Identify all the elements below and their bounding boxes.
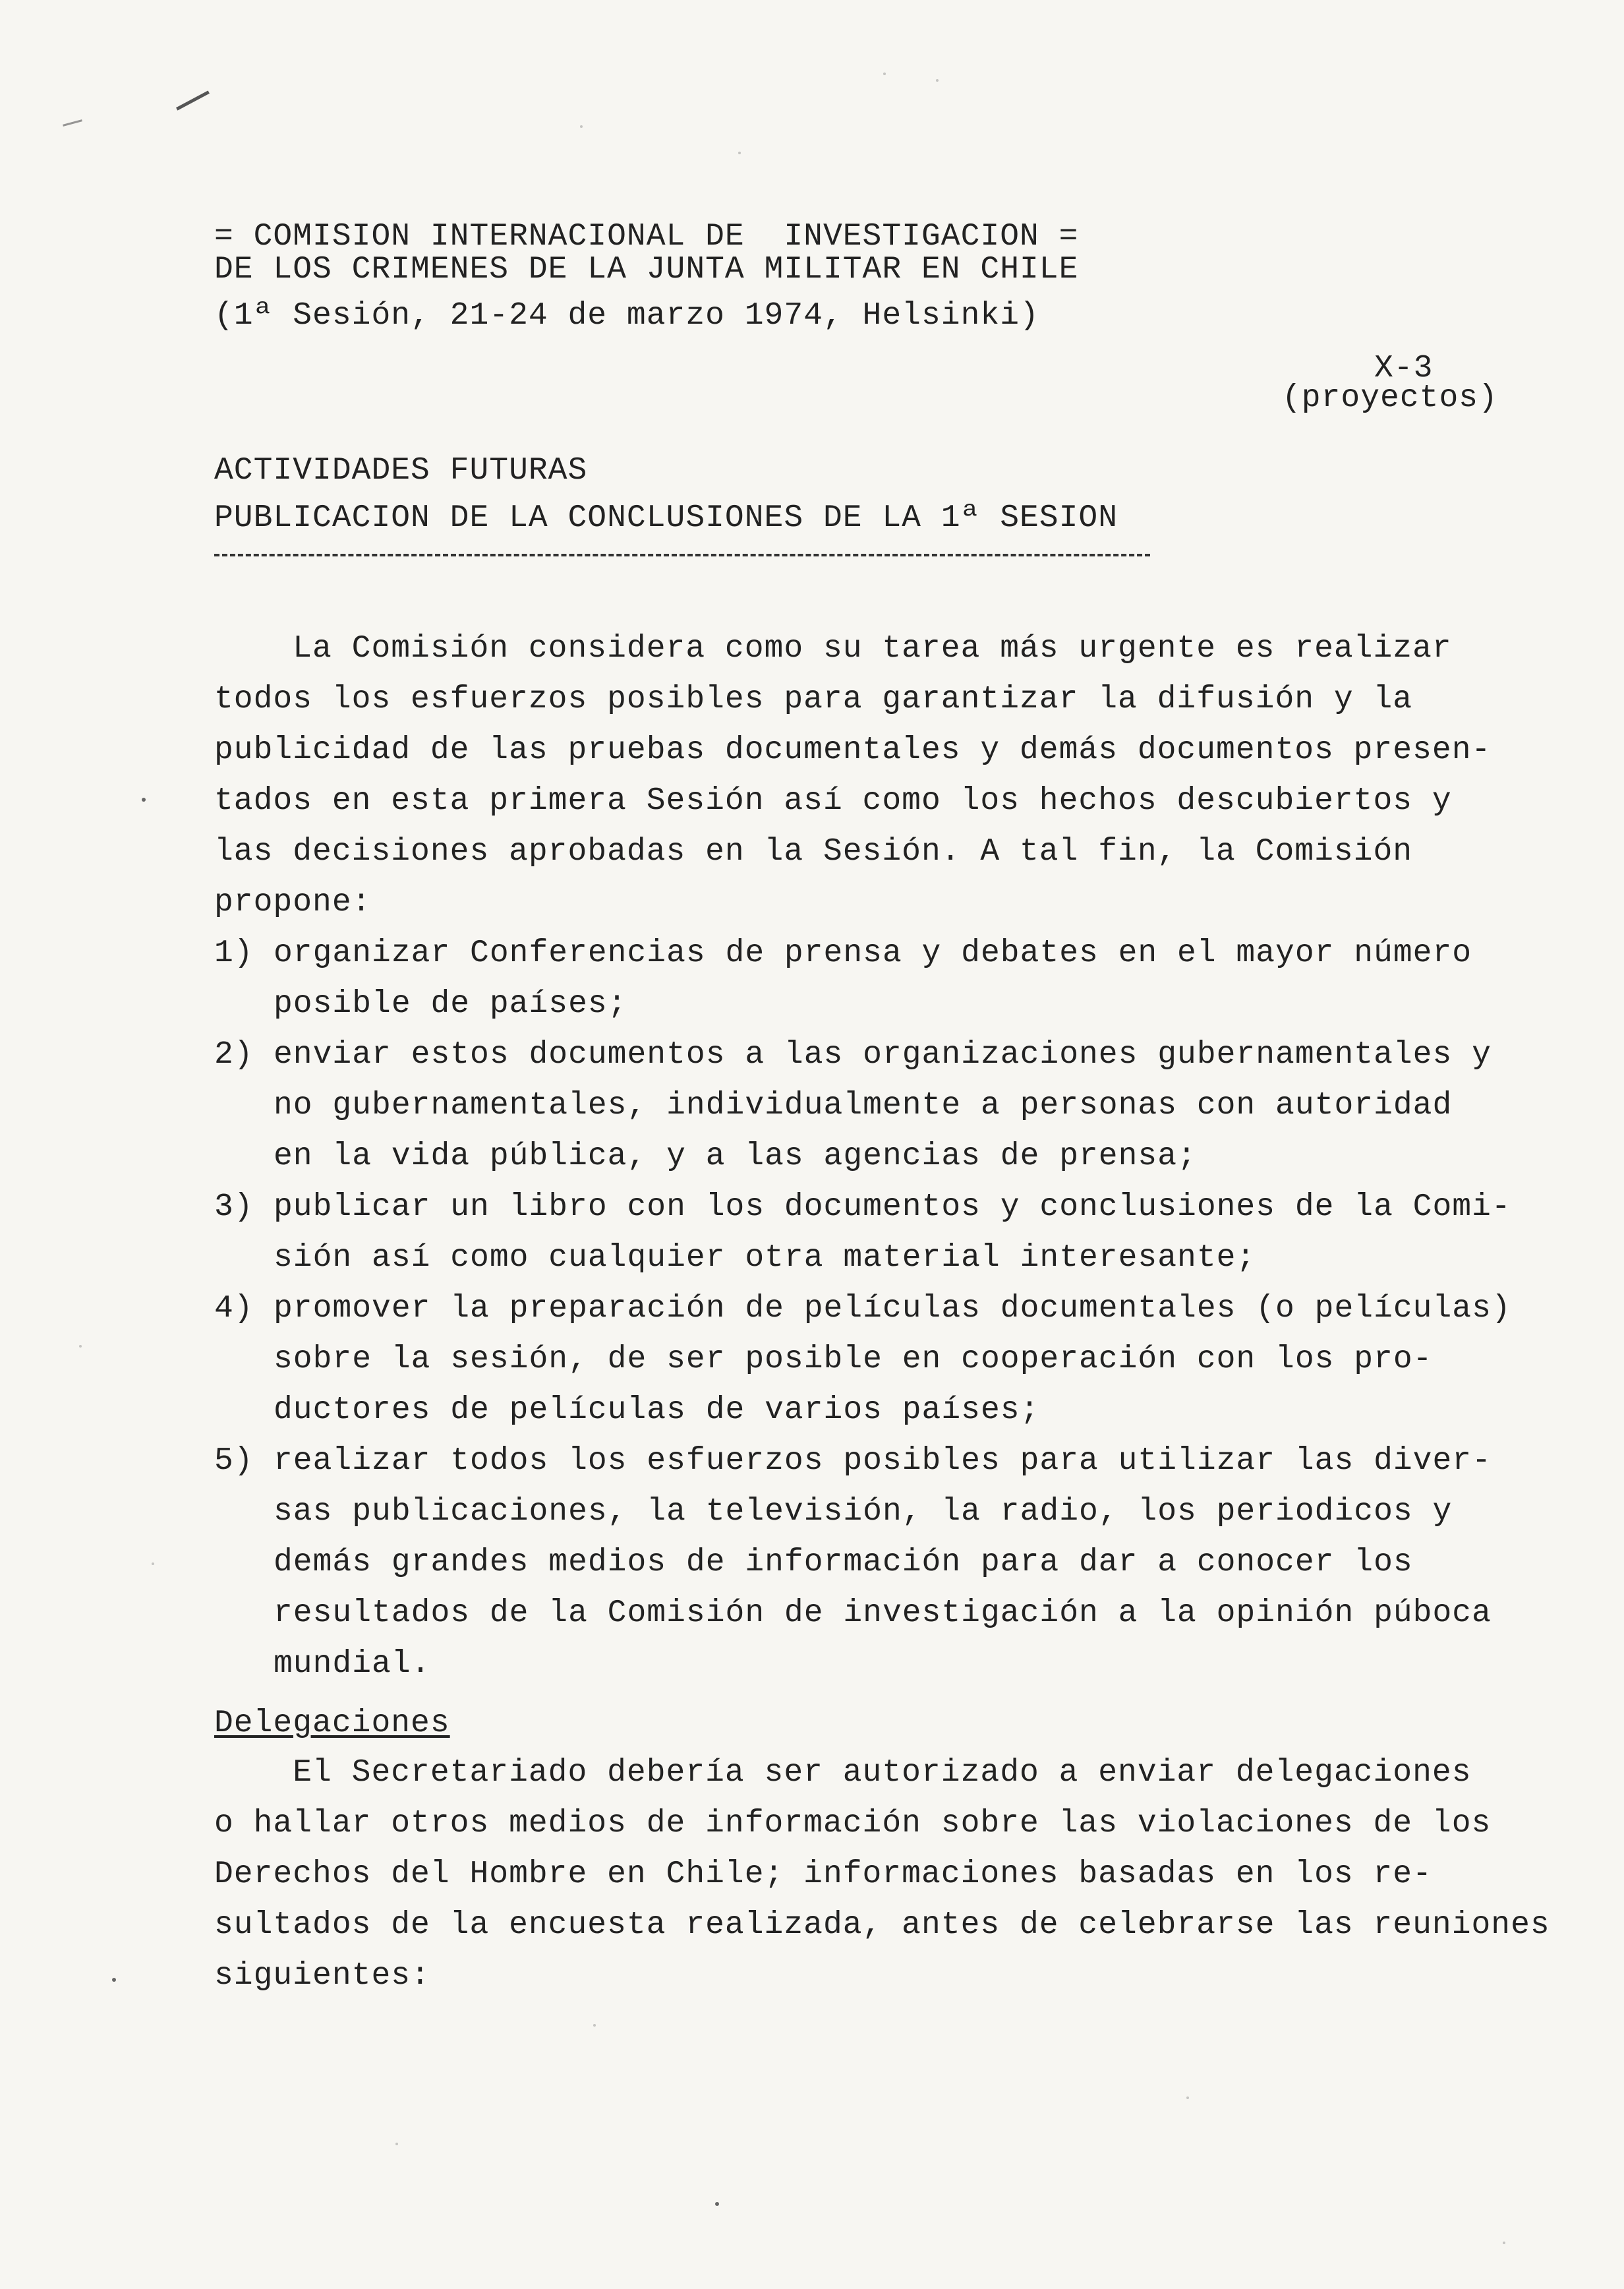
scan-speck [580, 125, 583, 128]
list-item-text: enviar estos documentos a las organizaciones gubernamentales y [274, 1037, 1492, 1073]
intro-line: La Comisión considera como su tarea más urgente es realizar [214, 631, 1452, 667]
reference-code: X-3 [1374, 351, 1434, 386]
list-item-text: sión así como cualquier otra material interesante; [274, 1240, 1256, 1276]
list-item-text: resultados de la Comisión de investigación a la opinión púboca [274, 1595, 1492, 1631]
delegaciones-line: El Secretariado debería ser autorizado a enviar delegaciones [214, 1755, 1472, 1791]
scan-speck [936, 79, 939, 82]
scan-speck [593, 2024, 596, 2027]
reference-note: (proyectos) [1282, 380, 1498, 416]
scan-speck [1186, 2096, 1189, 2099]
list-item-number: 5) [214, 1443, 254, 1479]
scan-speck [1503, 2242, 1505, 2244]
list-item-text: organizar Conferencias de prensa y debates en el mayor número [274, 936, 1472, 971]
margin-dot [112, 1978, 116, 1982]
list-item-text: sas publicaciones, la televisión, la radio, los periodicos y [274, 1494, 1453, 1530]
list-item-number: 2) [214, 1037, 254, 1073]
list-item-text: posible de países; [274, 986, 627, 1022]
pen-mark [176, 90, 210, 110]
list-item-text: no gubernamentales, individualmente a personas con autoridad [274, 1088, 1453, 1123]
scan-speck [152, 1562, 154, 1565]
pen-mark-small [63, 119, 82, 127]
list-item-text: demás grandes medios de información para dar a conocer los [274, 1545, 1413, 1580]
list-item-text: sobre la sesión, de ser posible en cooperación con los pro- [274, 1342, 1433, 1377]
list-item-number: 4) [214, 1291, 254, 1326]
header-line-2: DE LOS CRIMENES DE LA JUNTA MILITAR EN CHILE [214, 252, 1079, 287]
delegaciones-line: sultados de la encuesta realizada, antes de celebrarse las reuniones [214, 1907, 1550, 1943]
list-item-text: mundial. [274, 1646, 431, 1682]
margin-dot [142, 798, 146, 802]
intro-line: tados en esta primera Sesión así como los hechos descubiertos y [214, 783, 1452, 819]
intro-line: publicidad de las pruebas documentales y demás documentos presen- [214, 732, 1492, 768]
list-item-text: publicar un libro con los documentos y conclusiones de la Comi- [274, 1189, 1511, 1225]
delegaciones-line: Derechos del Hombre en Chile; informaciones basadas en los re- [214, 1857, 1432, 1892]
list-item-text: ductores de películas de varios países; [274, 1392, 1040, 1428]
delegaciones-line: o hallar otros medios de información sobre las violaciones de los [214, 1806, 1492, 1841]
scan-speck [883, 73, 886, 75]
scan-speck [738, 152, 741, 154]
delegaciones-line: siguientes: [214, 1958, 430, 1994]
header-line-3: (1ª Sesión, 21-24 de marzo 1974, Helsinki) [214, 298, 1039, 334]
list-item-number: 3) [214, 1189, 254, 1225]
list-item-text: realizar todos los esfuerzos posibles para utilizar las diver- [274, 1443, 1492, 1479]
delegaciones-heading: Delegaciones [214, 1706, 450, 1741]
header-line-1: = COMISION INTERNACIONAL DE INVESTIGACION = [214, 219, 1079, 254]
section-title-2: PUBLICACION DE LA CONCLUSIONES DE LA 1ª SESION [214, 500, 1118, 536]
list-item-number: 1) [214, 936, 254, 971]
scan-speck [79, 1345, 82, 1348]
list-item-text: en la vida pública, y a las agencias de prensa; [274, 1139, 1197, 1174]
intro-line: propone: [214, 885, 372, 920]
list-item-text: promover la preparación de películas documentales (o películas) [274, 1291, 1511, 1326]
intro-line: todos los esfuerzos posibles para garantizar la difusión y la [214, 682, 1413, 717]
scan-speck [395, 2143, 398, 2145]
section-title-1: ACTIVIDADES FUTURAS [214, 453, 588, 489]
intro-line: las decisiones aprobadas en la Sesión. A tal fin, la Comisión [214, 834, 1413, 870]
dashed-rule [214, 554, 1150, 556]
margin-dot [715, 2202, 719, 2206]
